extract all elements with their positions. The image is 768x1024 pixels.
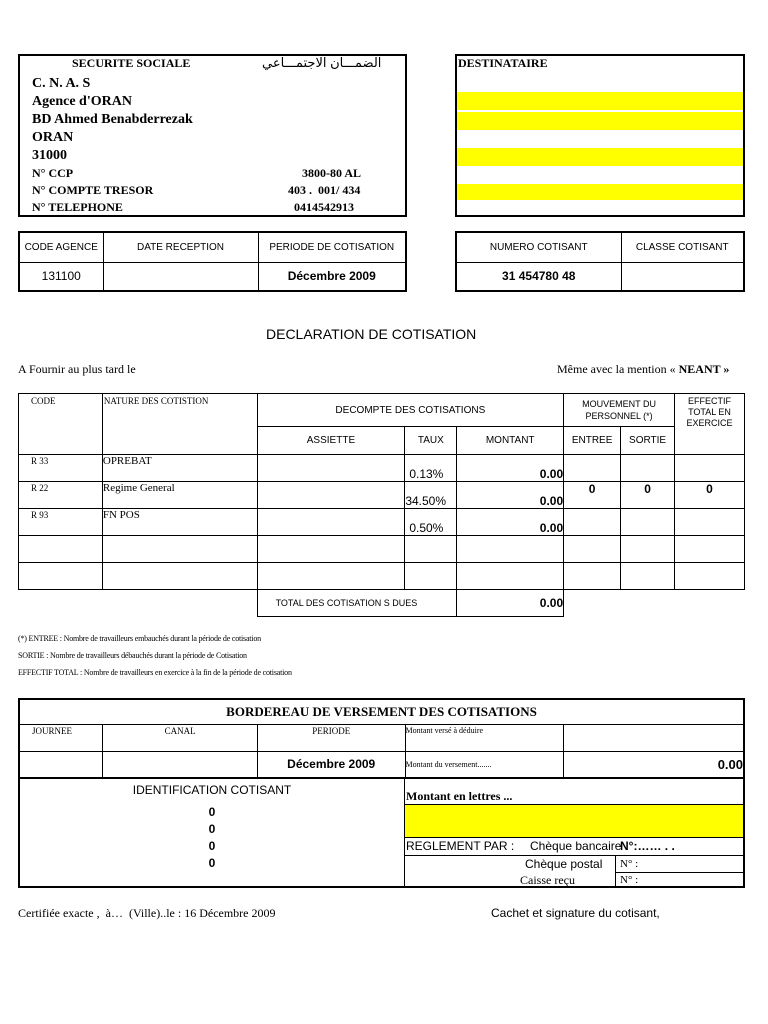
ccp-value: 3800-80 AL	[302, 166, 362, 180]
row-entree[interactable]: 0	[564, 482, 621, 509]
empty-cell[interactable]	[257, 536, 405, 563]
row-nature: FN POS	[102, 509, 257, 536]
signature-label: Cachet et signature du cotisant,	[491, 906, 660, 920]
bordereau-table	[18, 698, 745, 779]
phone-value: 0414542913	[294, 200, 354, 214]
row-sortie[interactable]	[621, 455, 675, 482]
row-effectif[interactable]	[675, 455, 745, 482]
empty-cell[interactable]	[19, 536, 103, 563]
row-montant: 0.00	[457, 455, 564, 482]
montant-deduire-label: Montant versé à déduire	[405, 724, 564, 751]
code-agence-value[interactable]: 131100	[19, 262, 103, 291]
caisse-number: N° :	[620, 874, 639, 886]
securite-sociale-header: SECURITE SOCIALE	[72, 56, 191, 70]
canal-value[interactable]	[103, 751, 258, 778]
footnote-entree: (*) ENTREE : Nombre de travailleurs embauchés durant la période de cotisation	[18, 634, 261, 643]
empty-cell[interactable]	[19, 563, 103, 590]
empty-cell[interactable]	[257, 563, 405, 590]
montant-lettres-label: Montant en lettres ...	[406, 789, 513, 803]
decompte-header: DECOMPTE DES COTISATIONS	[257, 394, 564, 427]
bordereau-title: BORDEREAU DE VERSEMENT DES COTISATIONS	[19, 699, 744, 724]
row-code: R 93	[19, 509, 103, 536]
entree-header: ENTREE	[564, 427, 621, 455]
row-sortie[interactable]: 0	[621, 482, 675, 509]
cotisant-info-table	[455, 231, 745, 292]
ident-value-3: 0	[208, 839, 216, 853]
caisse-label: Caisse reçu	[520, 873, 575, 887]
recipient-line-1[interactable]	[457, 92, 743, 110]
footnote-effectif: EFFECTIF TOTAL : Nombre de travailleurs en exercice à la fin de la période de cotisation	[18, 668, 292, 677]
montant-lettres-line-2[interactable]	[405, 821, 743, 838]
montant-header: MONTANT	[457, 427, 564, 455]
row-nature: OPREBAT	[102, 455, 257, 482]
phone-label: N° TELEPHONE	[32, 200, 123, 214]
empty-cell[interactable]	[457, 563, 564, 590]
empty-cell[interactable]	[405, 536, 457, 563]
effectif-header: EFFECTIF TOTAL EN EXERCICE	[675, 394, 745, 455]
periode-cotisation-value[interactable]: Décembre 2009	[258, 262, 406, 291]
row-assiette[interactable]	[257, 455, 405, 482]
montant-versement-label: Montant du versement.......	[405, 751, 564, 778]
row-montant: 0.00	[457, 509, 564, 536]
row-effectif[interactable]: 0	[675, 482, 745, 509]
recipient-line-4[interactable]	[457, 184, 743, 200]
empty-cell[interactable]	[564, 563, 621, 590]
deadline-note: A Fournir au plus tard le	[18, 362, 136, 376]
empty-cell[interactable]	[102, 536, 257, 563]
canal-header: CANAL	[103, 724, 258, 751]
reglement-label: REGLEMENT PAR :	[406, 839, 515, 853]
securite-sociale-header-arabic: الضمـــان الاجتمـــاعي	[262, 55, 382, 70]
table-row-empty	[19, 536, 745, 563]
row-effectif[interactable]	[675, 509, 745, 536]
neant-note-prefix: Même avec la mention «	[557, 362, 679, 376]
total-value: 0.00	[457, 590, 564, 617]
total-label: TOTAL DES COTISATION S DUES	[257, 590, 457, 617]
classe-cotisant-value[interactable]	[621, 262, 744, 291]
sender-org: C. N. A. S	[32, 76, 91, 91]
ident-value-1: 0	[208, 805, 216, 819]
table-row	[19, 509, 745, 536]
montant-deduire-value[interactable]	[564, 724, 744, 751]
row-montant: 0.00	[457, 482, 564, 509]
row-sortie[interactable]	[621, 509, 675, 536]
cheque-postal-label: Chèque postal	[525, 857, 603, 871]
sender-address: BD Ahmed Benabderrezak	[32, 112, 193, 127]
journee-value[interactable]	[19, 751, 103, 778]
date-reception-value[interactable]	[103, 262, 258, 291]
montant-lettres-line-1[interactable]	[405, 804, 743, 822]
ident-value-4: 0	[208, 856, 216, 870]
taux-header: TAUX	[405, 427, 457, 455]
mouvement-header: MOUVEMENT DU PERSONNEL (*)	[564, 394, 675, 427]
row-nature: Regime General	[102, 482, 257, 509]
row-entree[interactable]	[564, 455, 621, 482]
row-code: R 33	[19, 455, 103, 482]
sender-agency: Agence d'ORAN	[32, 94, 132, 109]
certification-text: Certifiée exacte , à… (Ville)..le : 16 Décembre 2009	[18, 906, 276, 920]
empty-cell[interactable]	[102, 563, 257, 590]
periode-cotisation-header: PERIODE DE COTISATION	[258, 232, 406, 262]
row-entree[interactable]	[564, 509, 621, 536]
row-code: R 22	[19, 482, 103, 509]
table-row-empty	[19, 563, 745, 590]
row-assiette[interactable]	[257, 482, 405, 509]
classe-cotisant-header: CLASSE COTISANT	[621, 232, 744, 262]
neant-note-bold: NEANT »	[678, 362, 730, 376]
recipient-title: DESTINATAIRE	[458, 56, 548, 70]
date-reception-header: DATE RECEPTION	[103, 232, 258, 262]
tresor-value: 403 . 001/ 434	[288, 183, 361, 197]
recipient-line-2[interactable]	[457, 112, 743, 130]
empty-cell[interactable]	[675, 563, 745, 590]
empty-cell[interactable]	[405, 563, 457, 590]
sortie-header: SORTIE	[621, 427, 675, 455]
code-agence-header: CODE AGENCE	[19, 232, 103, 262]
ident-value-2: 0	[208, 822, 216, 836]
neant-note	[557, 362, 729, 377]
declaration-title: DECLARATION DE COTISATION	[266, 326, 477, 342]
recipient-line-3[interactable]	[457, 148, 743, 166]
nature-header: NATURE DES COTISTION	[102, 394, 257, 455]
montant-versement-value[interactable]: 0.00	[564, 751, 744, 778]
row-taux: 0.50%	[405, 509, 457, 536]
empty-cell[interactable]	[621, 536, 675, 563]
journee-header: JOURNEE	[19, 724, 103, 751]
cheque-postal-number: N° :	[620, 858, 639, 870]
numero-cotisant-value[interactable]: 31 454780 48	[456, 262, 621, 291]
row-taux: 34.50%	[405, 482, 457, 509]
code-header: CODE	[19, 394, 103, 455]
periode-header: PERIODE	[257, 724, 405, 751]
row-taux: 0.13%	[405, 455, 457, 482]
empty-cell[interactable]	[457, 536, 564, 563]
empty-cell[interactable]	[675, 536, 745, 563]
cotisations-table	[18, 393, 745, 617]
row-assiette[interactable]	[257, 509, 405, 536]
table-row	[19, 455, 745, 482]
empty-cell[interactable]	[564, 536, 621, 563]
assiette-header: ASSIETTE	[257, 427, 405, 455]
footnote-sortie: SORTIE : Nombre de travailleurs débauchés durant la période de Cotisation	[18, 651, 247, 660]
periode-value[interactable]: Décembre 2009	[257, 751, 405, 778]
empty-cell[interactable]	[621, 563, 675, 590]
sender-postal-code: 31000	[32, 148, 67, 163]
table-row	[19, 482, 745, 509]
tresor-label: N° COMPTE TRESOR	[32, 183, 154, 197]
agency-info-table	[18, 231, 407, 292]
numero-cotisant-header: NUMERO COTISANT	[456, 232, 621, 262]
sender-city: ORAN	[32, 130, 74, 145]
cheque-bancaire-number[interactable]: N°:…… . .	[620, 839, 675, 853]
ccp-label: N° CCP	[32, 166, 74, 180]
cheque-bancaire-label: Chèque bancaire	[530, 839, 622, 853]
identification-title: IDENTIFICATION COTISANT	[132, 783, 292, 797]
